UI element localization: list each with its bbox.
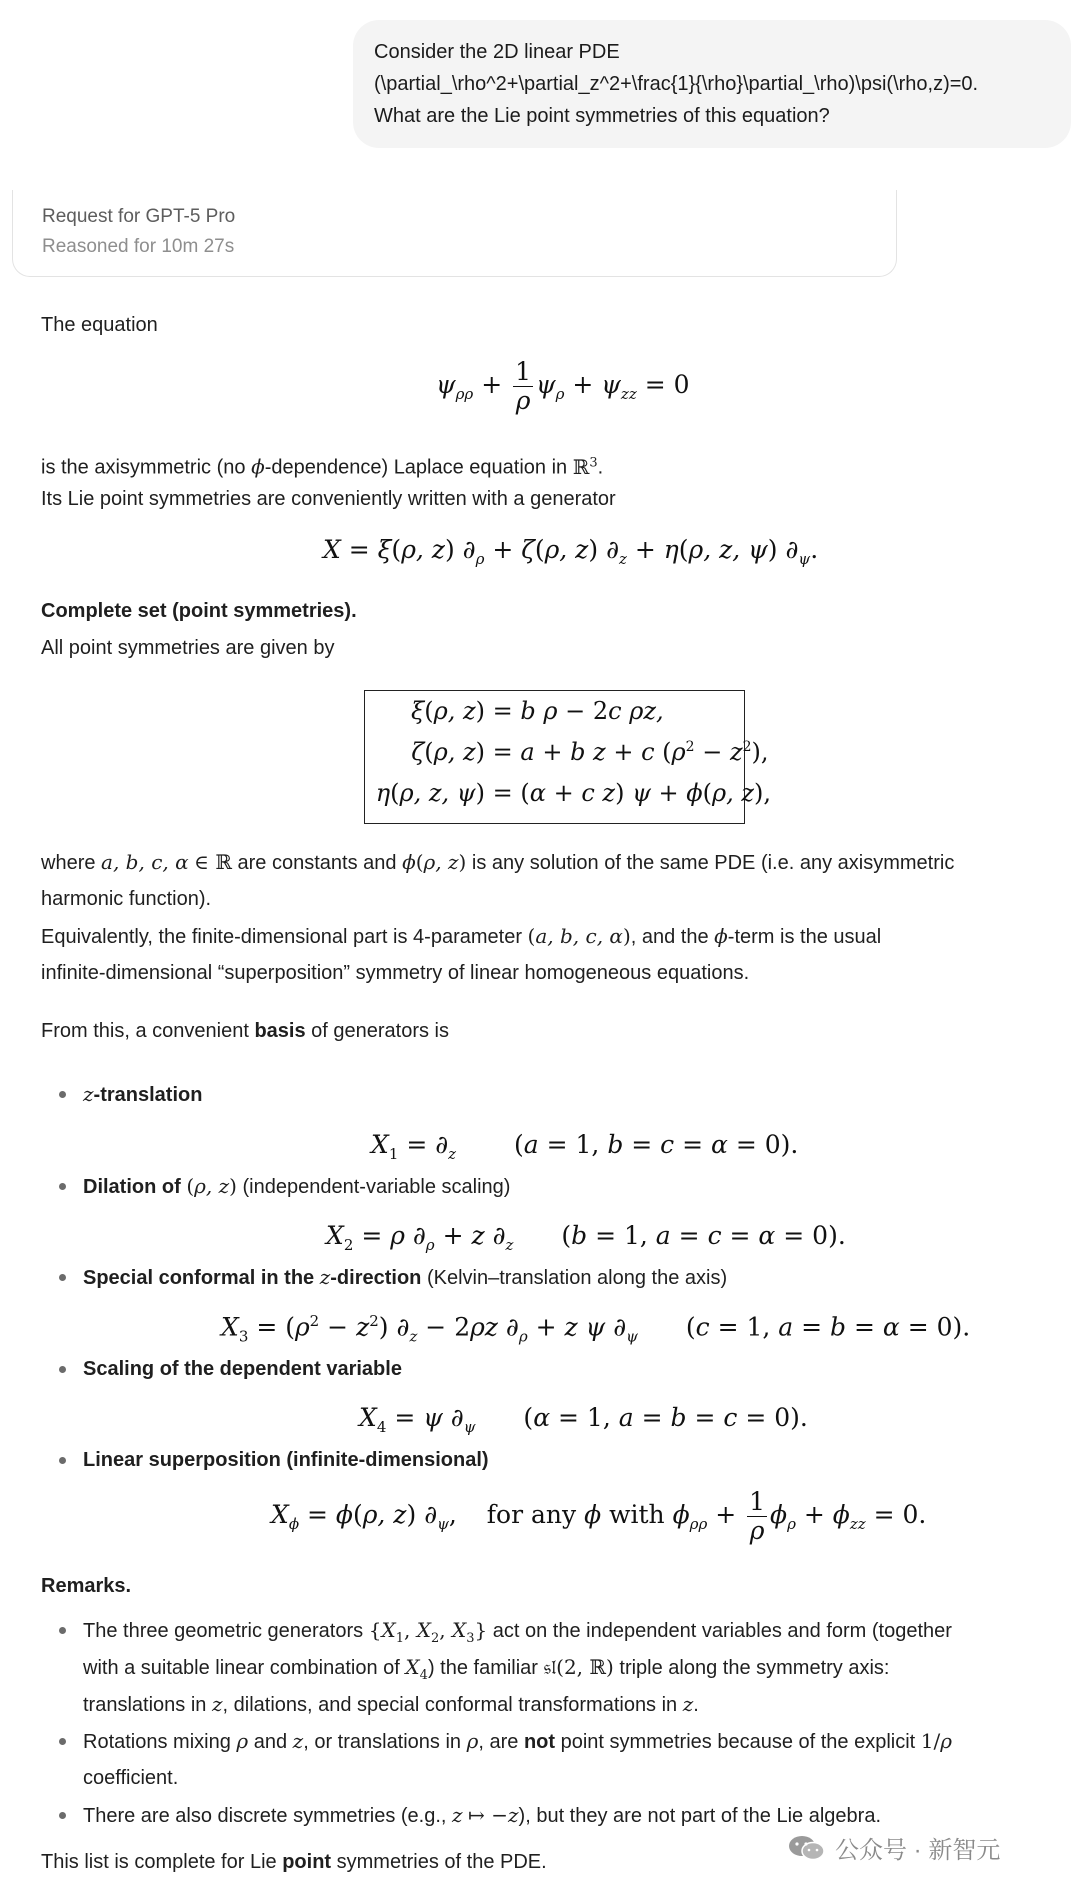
request-label: Request for GPT-5 Pro <box>42 206 236 227</box>
bullet-title: Special conformal in the z-direction (Kelvin–translation along the axis) <box>83 1265 728 1289</box>
section-heading: Complete set (point symmetries). <box>41 600 357 622</box>
bullet <box>59 1812 66 1819</box>
bullet-title: Dilation of (ρ, z) (independent-variable scaling) <box>83 1174 511 1198</box>
paragraph: where a, b, c, α ∈ ℝ are constants and ϕ(ρ, z) is any solution of the same PDE (i.e. any axisymmetric <box>41 850 955 874</box>
remark-line: translations in z, dilations, and special conformal transformations in z. <box>83 1692 699 1716</box>
equation-generator: X = ξ(ρ, z) $\partial_\rho + \zeta(\rho$, z) $\partial_z + \eta(\rho$, z, ψ) $\partial_\psi$. <box>323 535 819 568</box>
remark-line: There are also discrete symmetries (e.g., z ↦ −z), but they are not part of the Lie algebra. <box>83 1803 881 1827</box>
wechat-icon <box>787 1834 827 1862</box>
paragraph: infinite-dimensional “superposition” symmetry of linear homogeneous equations. <box>41 962 750 984</box>
bullet <box>59 1274 66 1281</box>
user-message-line: (\partial_\rho^2+\partial_z^2+\frac{1}{\rho}\partial_\rho)\psi(\rho,z)=0. <box>374 73 979 95</box>
paragraph: Equivalently, the finite-dimensional part is 4-parameter (a, b, c, α), and the ϕ-term is the usual <box>41 924 882 948</box>
bullet <box>59 1738 66 1745</box>
equation-x1: $X_1 = \partial_z$ (a = 1, b = c = α = 0). <box>371 1130 799 1163</box>
watermark <box>787 1830 1000 1865</box>
bullet <box>59 1366 66 1373</box>
equation-xphi: $X_\phi = \phi(\rho$, z) $\partial_\psi$, for any ϕ with $\phi_{\rho\rho}$ + $\frac{1}{\rho}$ $\phi_\rho + \phi_{zz} = 0$. <box>271 1487 927 1545</box>
user-message-line: Consider the 2D linear PDE <box>374 41 620 63</box>
paragraph: is the axisymmetric (no ϕ-dependence) Laplace equation in ℝ$^3$. <box>41 454 604 479</box>
bullet <box>59 1627 66 1634</box>
section-heading: Remarks. <box>41 1575 132 1597</box>
equation-x3: $X_3 = (\rho^2 - z^2) \partial_z - 2\rho z$ $\partial_\rho + z$ ψ $\partial_\psi$ (c = 1, a = b = α = 0). <box>221 1312 971 1346</box>
bullet-title: Linear superposition (infinite-dimensional) <box>83 1449 489 1471</box>
bullet-title: z-translation <box>83 1082 203 1106</box>
equation-x4: $X_4 = \psi$ $\partial_\psi$ (α = 1, a = b = c = 0). <box>359 1403 808 1436</box>
closing-paragraph: This list is complete for Lie point symmetries of the PDE. <box>41 1851 547 1873</box>
remark-line: with a suitable linear combination of $X_4$) the familiar 𝔰𝔩(2, ℝ) triple along the symmetry axis: <box>83 1655 890 1683</box>
remark-line: Rotations mixing ρ and z, or translations in ρ, are not point symmetries because of the explicit 1/ρ <box>83 1729 953 1753</box>
paragraph: Its Lie point symmetries are conveniently written with a generator <box>41 488 616 510</box>
bullet <box>59 1457 66 1464</box>
bullet-title: Scaling of the dependent variable <box>83 1358 402 1380</box>
paragraph: From this, a convenient basis of generators is <box>41 1020 450 1042</box>
remark-line: The three geometric generators {$X_1$, $X_2$, $X_3$} act on the independent variables and form (together <box>83 1618 952 1646</box>
paragraph: The equation <box>41 314 158 336</box>
equation-pde: $\psi_{\rho\rho}$ + $\frac{1}{\rho}$ $\psi_\rho + \psi_{zz} = 0$ <box>436 357 690 415</box>
user-message-bubble <box>353 20 1071 148</box>
reasoning-duration: Reasoned for 10m 27s <box>42 236 235 257</box>
reasoning-summary-card[interactable] <box>12 190 897 277</box>
boxed-symmetry-equations: ξ(ρ, z) = b ρ − 2c ρz, ζ(ρ, z) = a + b z + c $(\rho^2 - z^2)$, η(ρ, z, ψ) = (α + c z) ψ + ϕ(ρ, z), <box>364 690 745 824</box>
bullet <box>59 1091 66 1098</box>
user-message-line: What are the Lie point symmetries of this equation? <box>374 105 830 127</box>
equation-x2: $X_2 = \rho$ $\partial_\rho + z$ $\partial_z$ (b = 1, a = c = α = 0). <box>326 1221 846 1254</box>
remark-line: coefficient. <box>83 1767 179 1789</box>
paragraph: All point symmetries are given by <box>41 637 335 659</box>
watermark-text: 公众号 · 新智元 <box>835 1837 1001 1864</box>
bullet <box>59 1183 66 1190</box>
paragraph: harmonic function). <box>41 888 212 910</box>
